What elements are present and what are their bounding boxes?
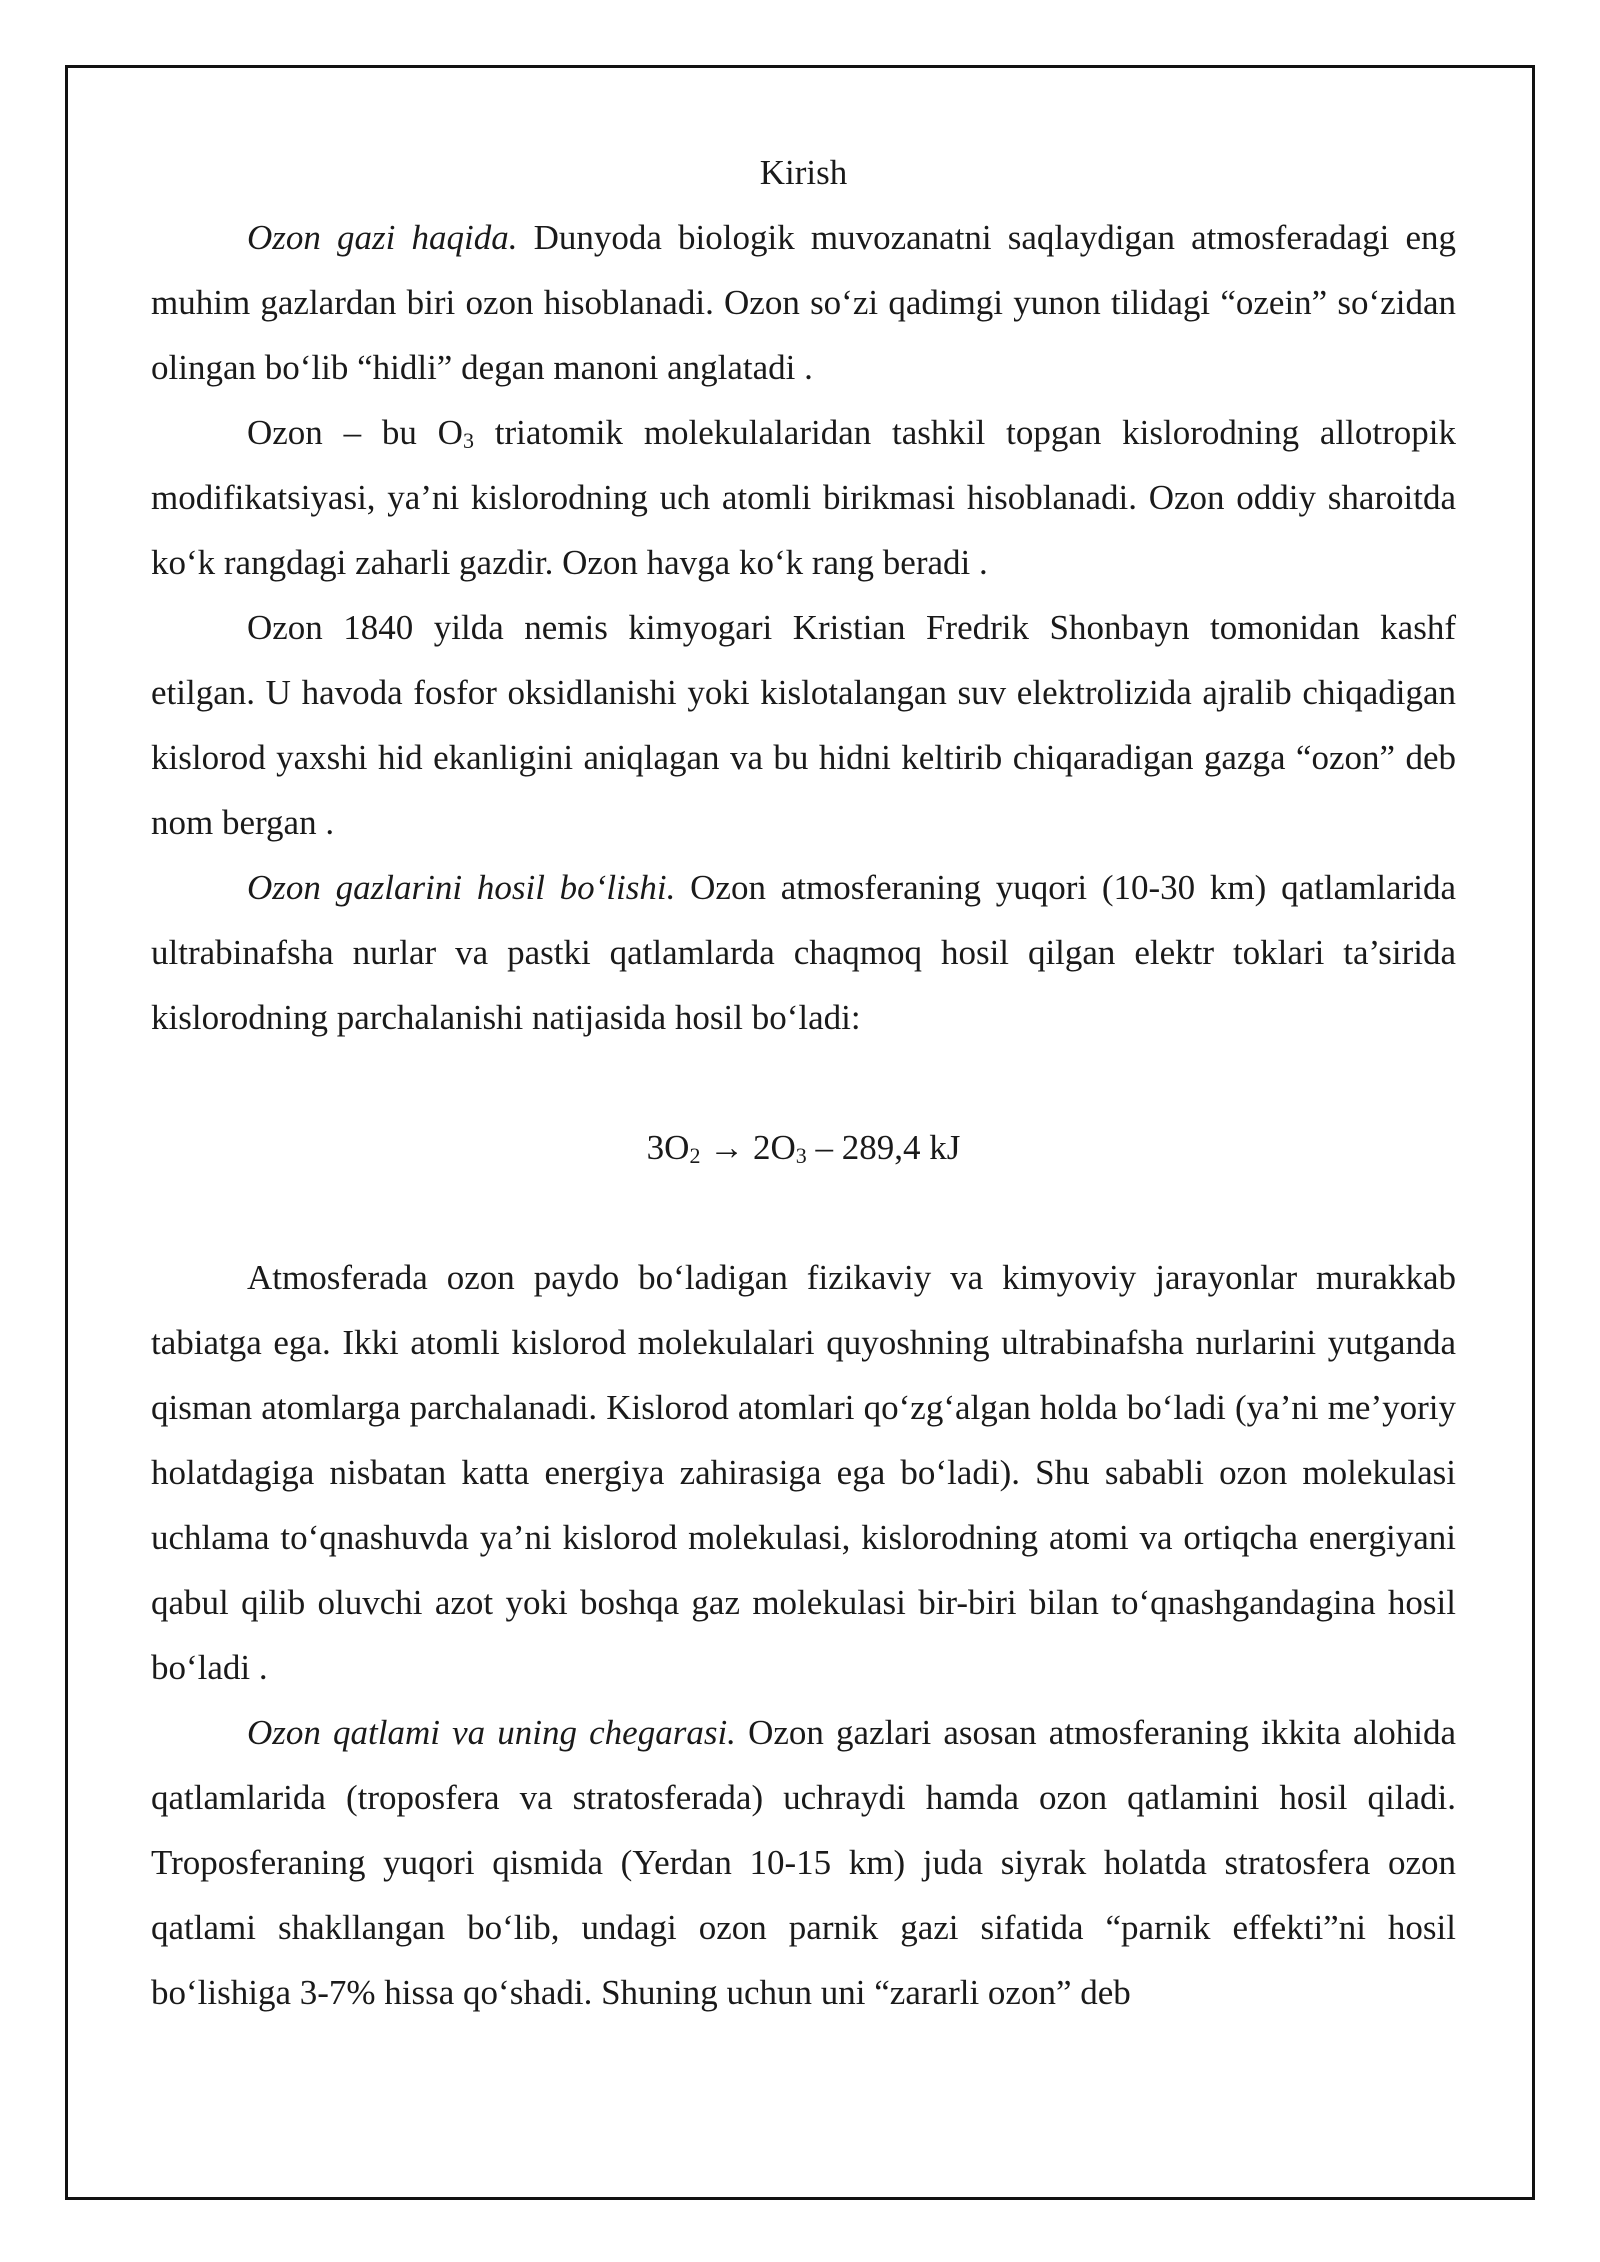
equation-part: – 289,4 kJ — [806, 1128, 961, 1167]
paragraph-text: Dunyoda biologik muvozanatni saqlaydigan atmosferadagi eng muhim gazlardan biri ozon hisoblanadi. Ozon so‘zi qadimgi yunon tilidagi “ozein” so‘zidan olingan bo‘lib “hidli” degan manoni anglatadi . — [151, 218, 1456, 387]
paragraph-lead: Ozon qatlami va uning chegarasi. — [247, 1713, 736, 1752]
arrow-symbol: → — [700, 1128, 753, 1167]
paragraph-lead: Ozon gazi haqida. — [247, 218, 518, 257]
paragraph-jarayonlar — [151, 1245, 1456, 1700]
chemical-equation — [151, 1050, 1456, 1245]
document-body — [151, 140, 1456, 2025]
paragraph-text: Atmosferada ozon paydo bo‘ladigan fizikaviy va kimyoviy jarayonlar murakkab tabiatga ega. Ikki atomli kislorod molekulalari quyoshning ultrabinafsha nurlarini yutganda qisman atomlarga parchalanadi. Kislorod atomlari qo‘zg‘algan holda bo‘ladi (ya’ni me’yoriy holatdagiga nisbatan katta energiya zahirasiga ega bo‘ladi). Shu sababli ozon molekulasi uchlama to‘qnashuvda ya’ni kislorod molekulasi, kislorodning atomi va ortiqcha energiyani qabul qilib oluvchi azot yoki boshqa gaz molekulasi bir-biri bilan to‘qnashgandagina hosil bo‘ladi . — [151, 1258, 1456, 1687]
paragraph-text: Ozon – bu O — [247, 413, 463, 452]
paragraph-kashf — [151, 595, 1456, 855]
paragraph-hosil-bolishi — [151, 855, 1456, 1050]
equation-part: 2O — [752, 1128, 796, 1167]
paragraph-allotropik — [151, 400, 1456, 595]
subscript: 2 — [689, 1143, 701, 1168]
paragraph-lead: Ozon gazlarini hosil bo‘lishi. — [247, 868, 676, 907]
equation-part: 3O — [646, 1128, 690, 1167]
page-title: Kirish — [759, 153, 848, 192]
paragraph-ozon-gazi — [151, 205, 1456, 400]
paragraph-text: Ozon 1840 yilda nemis kimyogari Kristian Fredrik Shonbayn tomonidan kashf etilgan. U havoda fosfor oksidlanishi yoki kislotalangan suv elektrolizida ajralib chiqadigan kislorod yaxshi hid ekanligini aniqlagan va bu hidni keltirib chiqaradigan gazga “ozon” deb nom bergan . — [151, 608, 1456, 842]
paragraph-text: triatomik molekulalaridan tashkil topgan kislorodning allotropik modifikatsiyasi, ya’ni kislorodning uch atomli birikmasi hisoblanadi. Ozon oddiy sharoitda ko‘k rangdagi zaharli gazdir. Ozon havga ko‘k rang beradi . — [151, 413, 1456, 582]
subscript: 3 — [462, 428, 474, 453]
paragraph-text: Ozon gazlari asosan atmosferaning ikkita alohida qatlamlarida (troposfera va stratosferada) uchraydi hamda ozon qatlamini hosil qiladi. Troposferaning yuqori qismida (Yerdan 10-15 km) juda siyrak holatda stratosfera ozon qatlami shakllangan bo‘lib, undagi ozon parnik gazi sifatida “parnik effekti”ni hosil bo‘lishiga 3-7% hissa qo‘shadi. Shuning uchun uni “zararli ozon” deb — [151, 1713, 1457, 2012]
paragraph-text: Ozon atmosferaning yuqori (10-30 km) qatlamlarida ultrabinafsha nurlar va pastki qatlamlarda chaqmoq hosil qilgan elektr toklari ta’sirida kislorodning parchalanishi natijasida hosil bo‘ladi: — [151, 868, 1456, 1037]
paragraph-ozon-qatlami — [151, 1700, 1456, 2025]
subscript: 3 — [795, 1143, 807, 1168]
